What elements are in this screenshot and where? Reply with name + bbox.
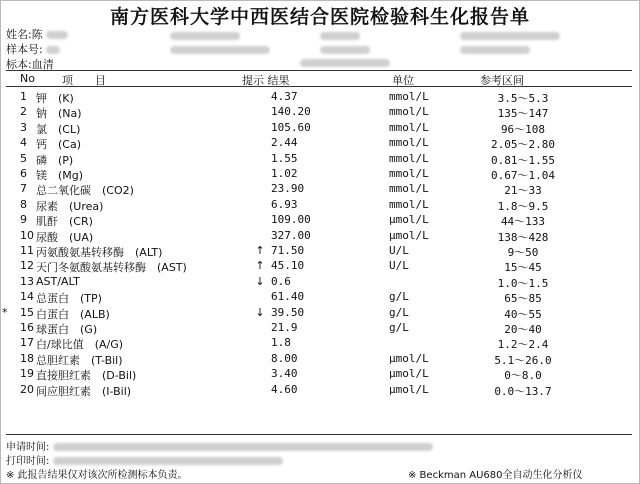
table-row xyxy=(0,306,640,321)
redacted-value xyxy=(300,59,390,67)
row-no: 3 xyxy=(20,120,27,134)
row-unit: μmol/L xyxy=(389,367,429,381)
row-ref: 138～428 xyxy=(497,230,549,244)
print-time xyxy=(6,452,283,467)
row-unit: mmol/L xyxy=(389,151,429,165)
table-row xyxy=(0,383,640,398)
row-flag: ↑ xyxy=(255,244,265,257)
redacted-value xyxy=(53,457,283,465)
table-row xyxy=(0,90,640,105)
redacted-value xyxy=(460,32,560,40)
row-no: 10 xyxy=(20,228,34,242)
row-unit: mmol/L xyxy=(389,167,429,180)
specimen-label: 标本: xyxy=(6,58,32,71)
redacted-value xyxy=(46,46,60,54)
table-row xyxy=(0,121,640,136)
request-time xyxy=(6,438,433,453)
row-no: 4 xyxy=(20,136,27,150)
redacted-value xyxy=(53,443,433,451)
table-top-rule xyxy=(6,70,632,71)
row-item: 镁 (Mg) xyxy=(36,169,84,182)
table-row xyxy=(0,275,640,290)
row-unit: mmol/L xyxy=(389,105,429,119)
row-ref: 5.1～26.0 xyxy=(494,353,552,367)
row-ref: 15～45 xyxy=(504,261,542,275)
row-ref: 20～40 xyxy=(504,323,542,336)
footer-rule xyxy=(6,434,632,435)
row-unit: μmol/L xyxy=(389,382,429,396)
sample-label: 样本号: xyxy=(6,43,43,56)
table-row xyxy=(0,152,640,167)
row-unit: g/L xyxy=(389,290,409,304)
row-ref: 0.67～1.04 xyxy=(491,169,555,182)
table-row xyxy=(0,321,640,336)
row-result: 4.37 xyxy=(271,90,298,103)
row-item: 总胆红素 (T-Bil) xyxy=(36,353,123,367)
row-no: 18 xyxy=(20,351,34,365)
row-result: 71.50 xyxy=(271,244,305,257)
row-item: 肌酐 (CR) xyxy=(36,215,93,229)
redacted-value xyxy=(170,46,270,54)
row-no: 5 xyxy=(20,151,27,165)
redacted-value xyxy=(46,31,68,39)
row-ref: 21～33 xyxy=(504,184,542,198)
header-rule xyxy=(6,86,632,87)
analyzer-note: ※ Beckman AU680全自动生化分析仪 xyxy=(408,470,583,481)
row-no: 20 xyxy=(20,382,34,396)
table-row xyxy=(0,352,640,367)
row-item: 白蛋白 (ALB) xyxy=(36,307,110,321)
row-result: 109.00 xyxy=(271,213,311,227)
table-row xyxy=(0,244,640,259)
row-unit: mmol/L xyxy=(389,90,429,103)
row-ref: 0～8.0 xyxy=(504,369,542,383)
row-result: 2.44 xyxy=(271,136,298,150)
row-unit: μmol/L xyxy=(389,228,429,242)
row-result: 3.40 xyxy=(271,367,298,381)
row-ref: 44～133 xyxy=(500,215,546,229)
row-no: 7 xyxy=(20,182,27,196)
row-no: 11 xyxy=(20,244,34,257)
col-item: 项 目 xyxy=(62,74,106,87)
row-ref: 65～85 xyxy=(504,292,542,306)
row-ref: 0.0～13.7 xyxy=(494,384,552,398)
row-unit: U/L xyxy=(389,244,409,257)
redacted-value xyxy=(460,46,530,54)
row-result: 0.6 xyxy=(271,274,291,288)
row-result: 105.60 xyxy=(271,120,311,134)
row-result: 327.00 xyxy=(271,228,311,242)
row-ref: 96～108 xyxy=(500,122,546,136)
report-title: 南方医科大学中西医结合医院检验科生化报告单 xyxy=(109,6,530,28)
row-no: 14 xyxy=(20,290,34,304)
row-no: 6 xyxy=(20,167,27,180)
col-ref: 参考区间 xyxy=(480,74,524,87)
row-item: 氯 (CL) xyxy=(36,122,81,136)
row-item: AST/ALT xyxy=(36,274,80,288)
row-item: 尿素 (Urea) xyxy=(36,199,104,213)
row-item: 总二氧化碳 (CO2) xyxy=(36,184,134,198)
table-row xyxy=(0,167,640,182)
row-result: 45.10 xyxy=(271,259,305,273)
row-item: 钾 (K) xyxy=(36,92,74,105)
row-ref: 1.0～1.5 xyxy=(497,276,549,290)
row-result: 1.55 xyxy=(271,151,298,165)
row-no: 17 xyxy=(20,336,34,350)
row-unit: mmol/L xyxy=(389,120,429,134)
row-unit: mmol/L xyxy=(389,197,429,211)
print-time-label: 打印时间: xyxy=(6,456,50,467)
row-mark: * xyxy=(2,305,8,319)
row-unit: mmol/L xyxy=(389,182,429,196)
col-no: No xyxy=(20,72,35,85)
request-time-label: 申请时间: xyxy=(6,442,50,453)
table-row xyxy=(0,182,640,197)
row-item: 白/球比值 (A/G) xyxy=(36,338,124,352)
redacted-value xyxy=(320,46,370,54)
row-item: 钙 (Ca) xyxy=(36,138,82,152)
row-unit: mmol/L xyxy=(389,136,429,150)
row-item: 磷 (P) xyxy=(36,153,74,167)
name-value: 陈 xyxy=(31,28,43,41)
row-result: 1.02 xyxy=(271,167,298,180)
row-result: 8.00 xyxy=(271,351,298,365)
row-unit: g/L xyxy=(389,321,409,334)
row-no: 16 xyxy=(20,321,34,334)
col-unit: 单位 xyxy=(392,74,414,87)
row-result: 140.20 xyxy=(271,105,311,119)
table-row xyxy=(0,367,640,382)
row-item: 尿酸 (UA) xyxy=(36,230,94,244)
table-row xyxy=(0,229,640,244)
row-item: 天门冬氨酸氨基转移酶 (AST) xyxy=(36,261,187,275)
row-no: 15 xyxy=(20,305,34,319)
row-no: 9 xyxy=(20,213,27,227)
specimen-value: 血清 xyxy=(31,58,54,71)
row-ref: 40～55 xyxy=(504,307,542,321)
row-ref: 9～50 xyxy=(507,246,539,259)
row-result: 6.93 xyxy=(271,197,298,211)
row-item: 间应胆红素 (I-Bil) xyxy=(36,384,132,398)
row-result: 4.60 xyxy=(271,382,298,396)
row-item: 直接胆红素 (D-Bil) xyxy=(36,369,137,383)
row-no: 19 xyxy=(20,367,34,381)
table-row xyxy=(0,290,640,305)
row-no: 13 xyxy=(20,274,34,288)
row-result: 1.8 xyxy=(271,336,291,350)
row-result: 23.90 xyxy=(271,182,305,196)
row-ref: 1.8～9.5 xyxy=(497,199,549,213)
row-unit: μmol/L xyxy=(389,351,429,365)
table-row xyxy=(0,259,640,274)
row-ref: 0.81～1.55 xyxy=(491,153,555,167)
name-label: 姓名: xyxy=(6,28,32,41)
patient-name xyxy=(6,26,68,42)
row-flag: ↑ xyxy=(255,259,265,273)
redacted-value xyxy=(170,32,240,40)
row-ref: 2.05～2.80 xyxy=(491,138,555,152)
row-flag: ↓ xyxy=(255,305,265,319)
row-unit: U/L xyxy=(389,259,409,273)
row-no: 8 xyxy=(20,197,27,211)
row-item: 丙氨酸氨基转移酶 (ALT) xyxy=(36,246,163,259)
disclaimer-note: ※ 此报告结果仅对该次所检测标本负责。 xyxy=(6,470,188,481)
row-result: 39.50 xyxy=(271,305,305,319)
row-unit: μmol/L xyxy=(389,213,429,227)
row-no: 1 xyxy=(20,90,27,103)
redacted-value xyxy=(320,32,360,40)
row-flag: ↓ xyxy=(255,274,265,288)
row-result: 21.9 xyxy=(271,321,298,334)
row-item: 总蛋白 (TP) xyxy=(36,292,102,306)
row-no: 2 xyxy=(20,105,27,119)
sample-number xyxy=(6,41,60,57)
row-no: 12 xyxy=(20,259,34,273)
row-item: 钠 (Na) xyxy=(36,107,82,121)
table-row xyxy=(0,198,640,213)
row-ref: 1.2～2.4 xyxy=(497,338,549,352)
row-unit: g/L xyxy=(389,305,409,319)
table-row xyxy=(0,336,640,351)
row-item: 球蛋白 (G) xyxy=(36,323,98,336)
table-row xyxy=(0,136,640,151)
row-ref: 135～147 xyxy=(497,107,549,121)
row-result: 61.40 xyxy=(271,290,305,304)
table-row xyxy=(0,213,640,228)
col-flag-result: 提示 结果 xyxy=(242,74,290,87)
row-ref: 3.5～5.3 xyxy=(497,92,549,105)
table-row xyxy=(0,105,640,120)
